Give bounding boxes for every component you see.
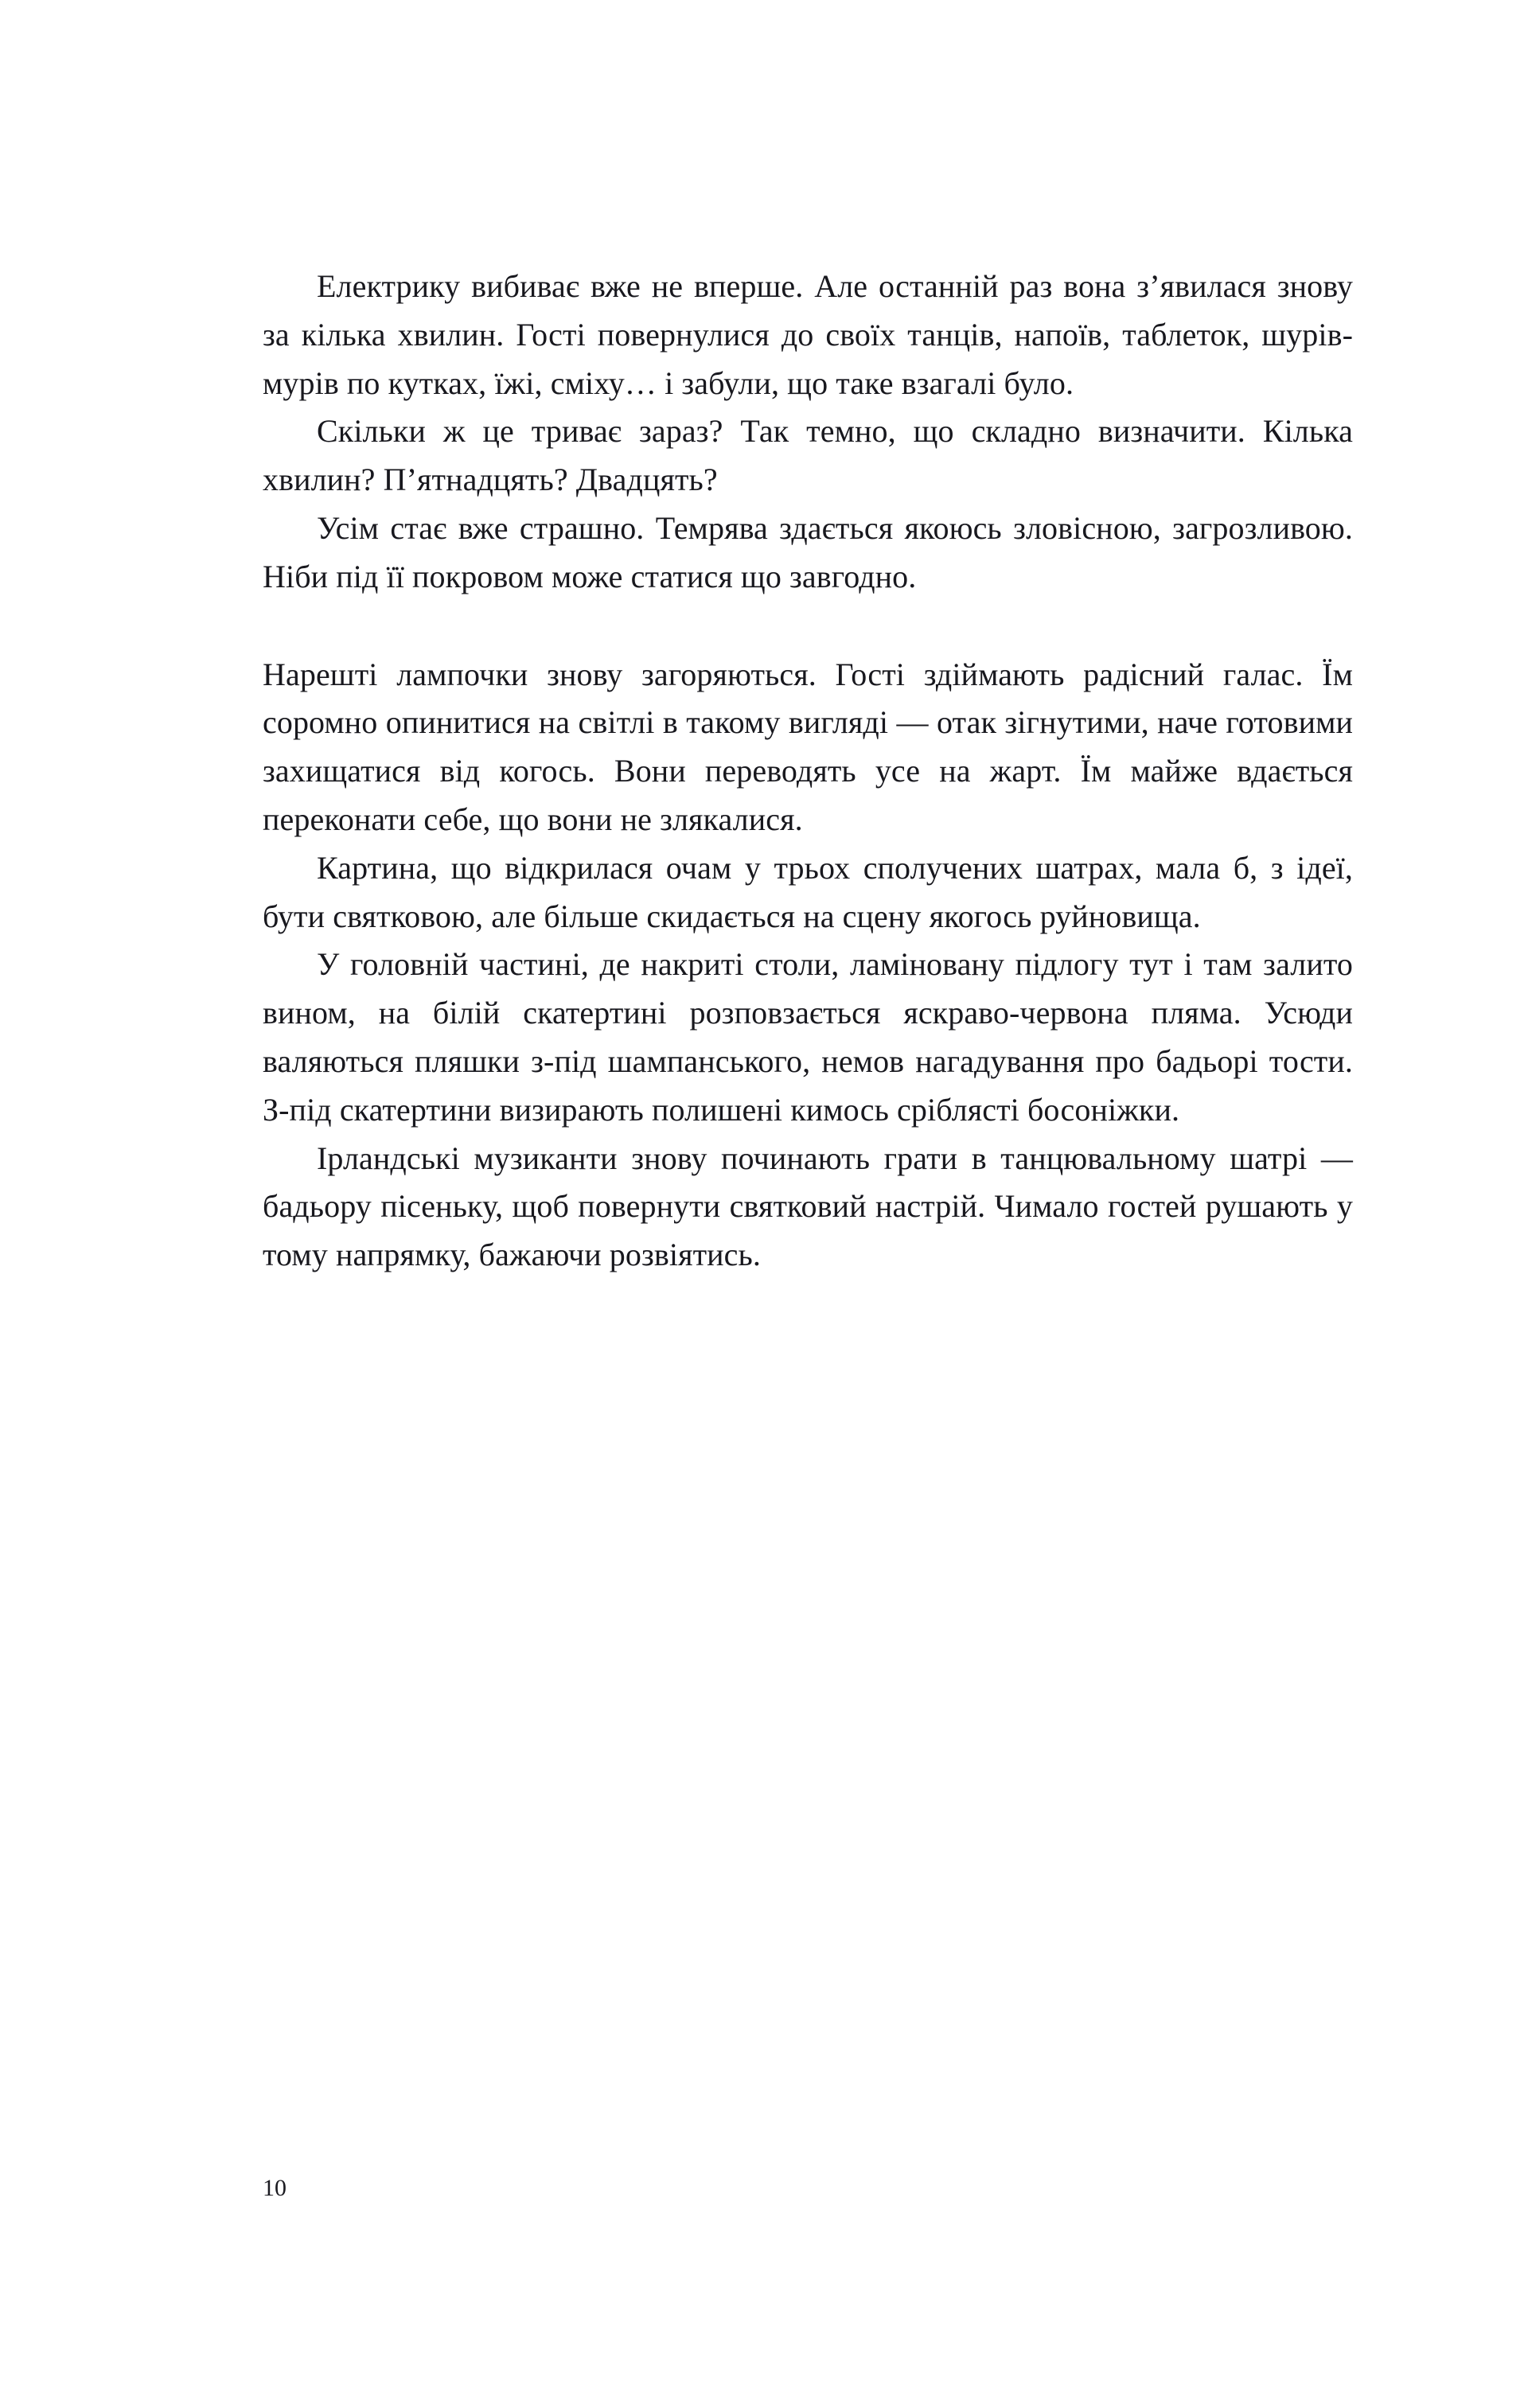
- paragraph: Скільки ж це триває зараз? Так темно, що складно визначити. Кілька хвилин? П’ятнадцять? Двадцять?: [263, 413, 1353, 498]
- text-block-one: [263, 263, 1353, 602]
- paragraph: Нарешті лампочки знову загоряються. Гості здіймають радісний галас. Їм соромно опинитися на світлі в такому вигляді — отак зігнутими, наче готовими захищатися від когось. Вони переводять усе на жарт. Їм майже вдається переконати себе, що вони не злякалися.: [263, 656, 1353, 837]
- paragraph: Картина, що відкрилася очам у трьох сполучених шатрах, мала б, з ідеї, бути святковою, але більше скидається на сцену якогось руйновища.: [263, 849, 1353, 934]
- text-block-two: [263, 651, 1353, 1280]
- paragraph: У головній частині, де накриті столи, ламіновану підлогу тут і там залито вином, на білій скатертині розповзається яскраво-червона пляма. Усюди валяються пляшки з-під шампанського, немов нагадування про бадьорі тости. З-під скатертини визирають полишені кимось сріблясті босоніжки.: [263, 946, 1353, 1128]
- paragraph: Ірландські музиканти знову починають грати в танцювальному шатрі — бадьору пісеньку, щоб повернути святковий настрій. Чимало гостей рушають у тому напрямку, бажаючи розвіятись.: [263, 1140, 1353, 1273]
- body-text-column: [263, 263, 1353, 1280]
- paragraph: Електрику вибиває вже не вперше. Але останній раз вона з’явилася знову за кілька хвилин. Гості повернулися до своїх танців, напоїв, таблеток, шурів-мурів по кутках, їжі, сміху… і забули, що таке взагалі було.: [263, 268, 1353, 401]
- paragraph: Усім стає вже страшно. Темрява здається якоюсь зловісною, загрозливою. Ніби під її покровом може статися що завгодно.: [263, 509, 1353, 594]
- section-break: [263, 602, 1353, 651]
- page-number: 10: [263, 2175, 286, 2201]
